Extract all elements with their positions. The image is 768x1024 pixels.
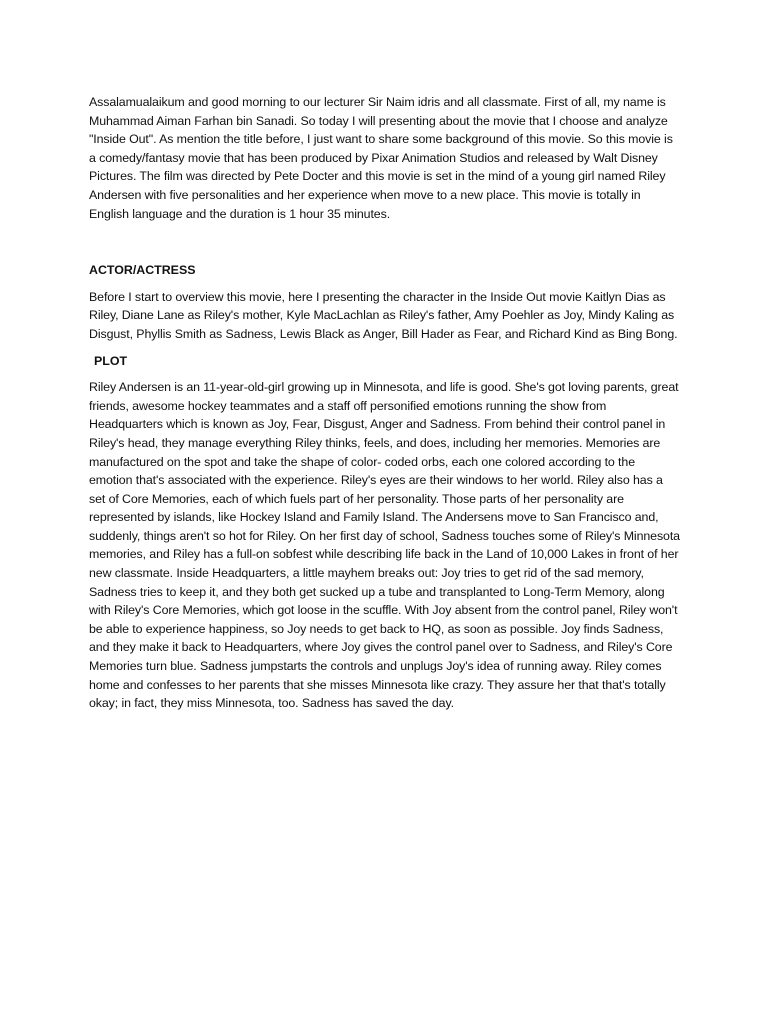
actor-actress-heading: ACTOR/ACTRESS [89,263,196,278]
plot-heading: PLOT [94,353,128,368]
intro-paragraph: Assalamualaikum and good morning to our lecturer Sir Naim idris and all classmate. First of all, my name is Muhammad Aiman Farhan bin Sanadi. So today I will presenting about the movie that I choose and analyze "Inside Out". As mention the title before, I just want to share some background of this movie. So this movie is a comedy/fantasy movie that has been produced by Pixar Animation Studios and released by Walt Disney Pictures. The film was directed by Pete Docter and this movie is set in the mind of a young girl named Riley Andersen with five personalities and her experience when move to a new place. This movie is totally in English language and the duration is 1 hour 35 minutes. [89,95,673,221]
actor-actress-paragraph: Before I start to overview this movie, here I presenting the character in the Inside Out movie Kaitlyn Dias as Riley, Diane Lane as Riley's mother, Kyle MacLachlan as Riley's father, Amy Poehler as Joy, Mindy Kaling as Disgust, Phyllis Smith as Sadness, Lewis Black as Anger, Bill Hader as Fear, and Richard Kind as Bing Bong. [89,289,678,341]
plot-paragraph: Riley Andersen is an 11-year-old-girl growing up in Minnesota, and life is good. She's got loving parents, great friends, awesome hockey teammates and a staff off personified emotions running the show from Headquarters which is known as Joy, Fear, Disgust, Anger and Sadness. From behind their control panel in Riley's head, they manage everything Riley thinks, feels, and does, including her memories. Memories are manufactured on the spot and take the shape of color- coded orbs, each one colored according to the emotion that's associated with the experience. Riley's eyes are their windows to her world. Riley also has a set of Core Memories, each of which fuels part of her personality. Those parts of her personality are represented by islands, like Hockey Island and Family Island. The Andersens move to San Francisco and, suddenly, things aren't so hot for Riley. On her first day of school, Sadness touches some of Riley's Minnesota memories, and Riley has a full-on sobfest while describing life back in the Land of 10,000 Lakes in front of her new classmate. Inside Headquarters, a little mayhem breaks out: Joy tries to get rid of the sad memory, Sadness tries to keep it, and they both get sucked up a tube and transplanted to Long-Term Memory, along with Riley's Core Memories, which got loose in the scuffle. With Joy absent from the control panel, Riley won't be able to experience happiness, so Joy needs to get back to HQ, as soon as possible. Joy finds Sadness, and they make it back to Headquarters, where Joy gives the control panel over to Sadness, and Riley's Core Memories turn blue. Sadness jumpstarts the controls and unplugs Joy's idea of running away. Riley comes home and confesses to her parents that she misses Minnesota like crazy. They assure her that that's totally okay; in fact, they miss Minnesota, too. Sadness has saved the day. [89,380,680,711]
document-page [89,93,681,713]
